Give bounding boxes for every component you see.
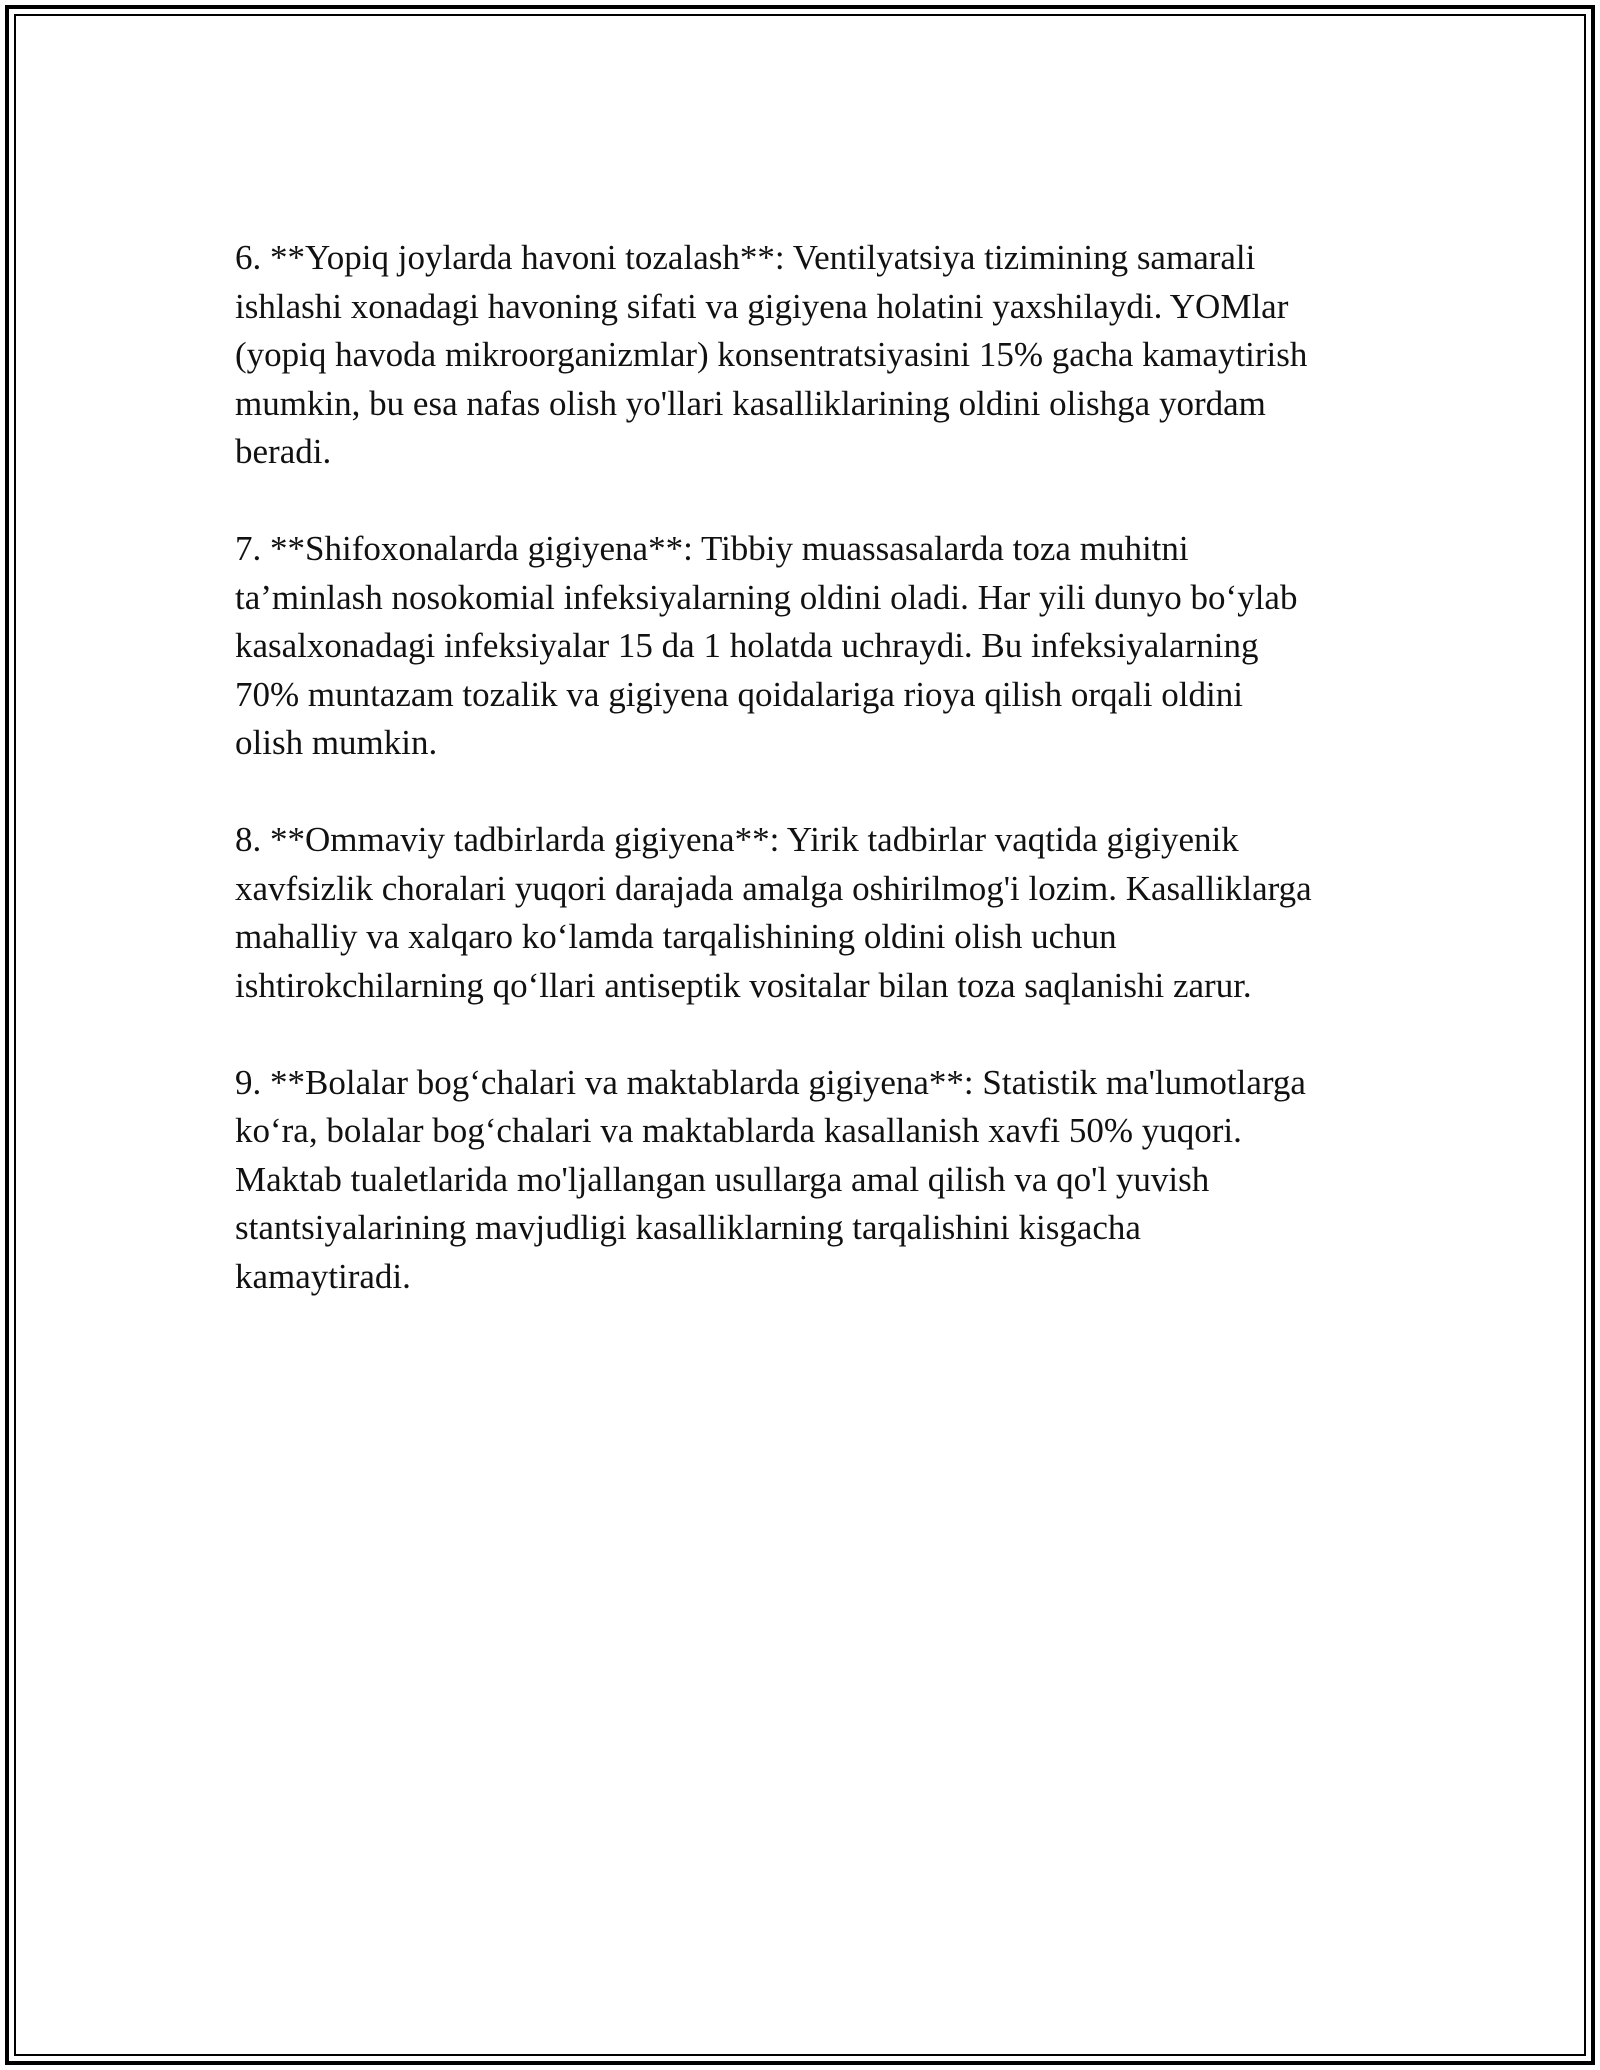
text-line: xavfsizlik choralari yuqori darajada amalga oshirilmog'i lozim. Kasalliklarga — [235, 868, 1312, 908]
paragraph-9-schools — [235, 1059, 1375, 1302]
text-line: kamaytiradi. — [235, 1256, 411, 1296]
text-line: 8. **Ommaviy tadbirlarda gigiyena**: Yirik tadbirlar vaqtida gigiyenik — [235, 820, 1239, 859]
text-line: 6. **Yopiq joylarda havoni tozalash**: Ventilyatsiya tizimining samarali — [235, 238, 1256, 277]
text-line: Maktab tualetlarida mo'ljallangan usullarga amal qilish va qo'l yuvish — [235, 1159, 1210, 1199]
text-line: olish mumkin. — [235, 723, 438, 762]
text-line: (yopiq havoda mikroorganizmlar) konsentratsiyasini 15% gacha kamaytirish — [235, 335, 1308, 374]
text-line: ishlashi xonadagi havoning sifati va gigiyena holatini yaxshilaydi. YOMlar — [235, 286, 1289, 326]
paragraph-7-hospitals — [235, 525, 1375, 768]
text-line: kasalxonadagi infeksiyalar 15 da 1 holatda uchraydi. Bu infeksiyalarning — [235, 626, 1259, 665]
text-line: 70% muntazam tozalik va gigiyena qoidalariga rioya qilish orqali oldini — [235, 674, 1243, 714]
text-line: 9. **Bolalar bog‘chalari va maktablarda gigiyena**: Statistik ma'lumotlarga — [235, 1062, 1306, 1102]
text-line: ta’minlash nosokomial infeksiyalarning oldini oladi. Har yili dunyo bo‘ylab — [235, 577, 1298, 617]
text-line: mahalliy va xalqaro ko‘lamda tarqalishining oldini olish uchun — [235, 917, 1117, 956]
document-body — [235, 234, 1375, 1350]
paragraph-6-indoor-air — [235, 234, 1375, 477]
text-line: beradi. — [235, 432, 332, 471]
paragraph-8-public-events — [235, 816, 1375, 1010]
text-line: ishtirokchilarning qo‘llari antiseptik vositalar bilan toza saqlanishi zarur. — [235, 965, 1252, 1005]
text-line: 7. **Shifoxonalarda gigiyena**: Tibbiy muassasalarda toza muhitni — [235, 529, 1189, 568]
text-line: stantsiyalarining mavjudligi kasalliklarning tarqalishini kisgacha — [235, 1208, 1141, 1247]
text-line: ko‘ra, bolalar bog‘chalari va maktablarda kasallanish xavfi 50% yuqori. — [235, 1111, 1242, 1150]
text-line: mumkin, bu esa nafas olish yo'llari kasalliklarining oldini olishga yordam — [235, 383, 1266, 423]
